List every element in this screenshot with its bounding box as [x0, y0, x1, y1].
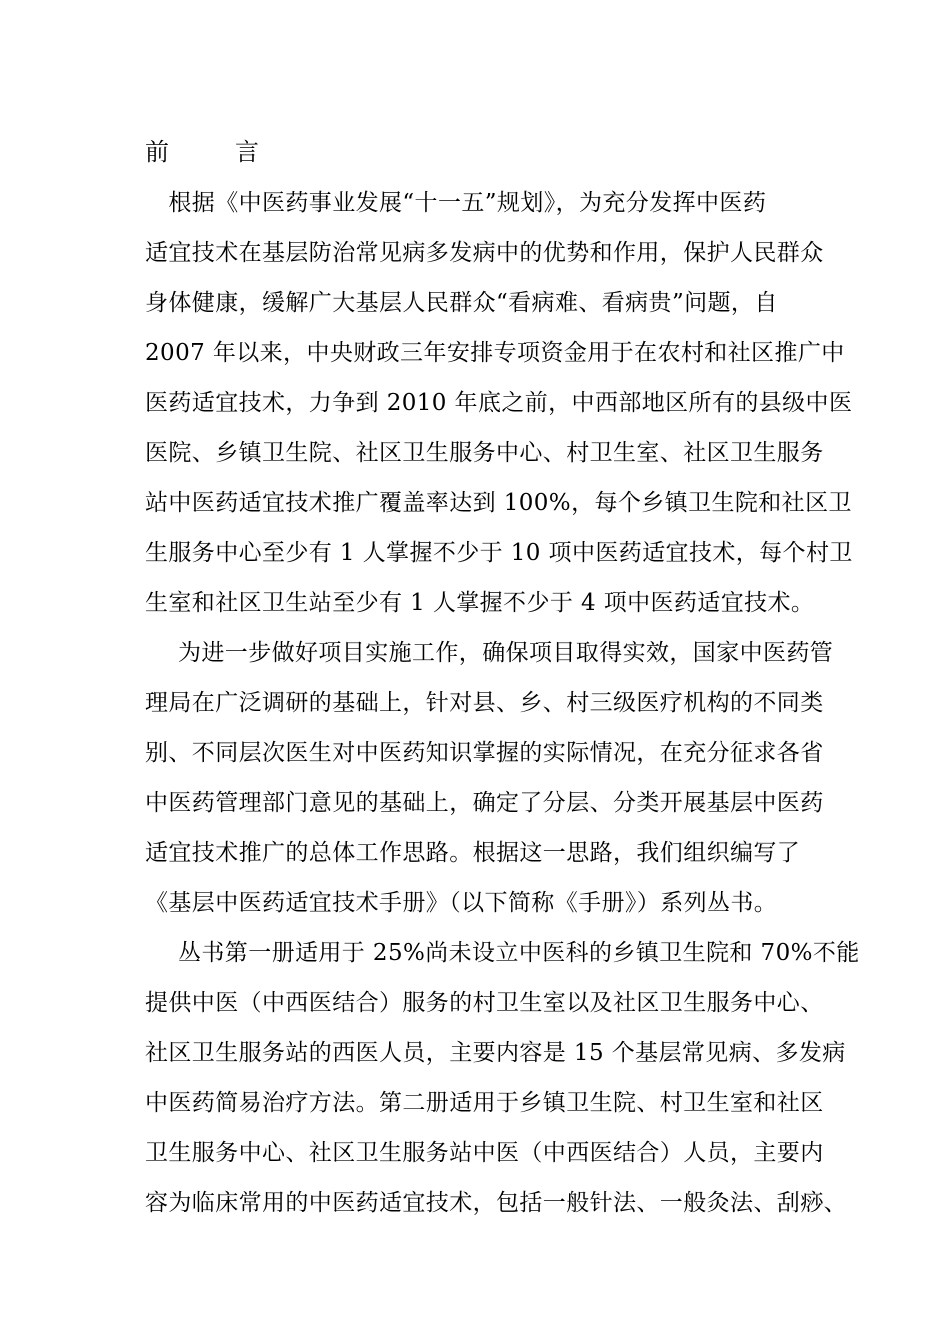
- paragraph-line: 身体健康，缓解广大基层人民群众“看病难、看病贵”问题，自: [145, 290, 778, 316]
- paragraph-line: 生服务中心至少有 1 人掌握不少于 10 项中医药适宜技术，每个村卫: [145, 540, 853, 566]
- paragraph-line: 中医药管理部门意见的基础上，确定了分层、分类开展基层中医药: [145, 790, 824, 816]
- page-title: 前言: [145, 138, 325, 166]
- paragraph-line: 别、不同层次医生对中医药知识掌握的实际情况，在充分征求各省: [145, 740, 824, 766]
- paragraph-line: 适宜技术在基层防治常见病多发病中的优势和作用，保护人民群众: [145, 240, 824, 266]
- paragraph-line: 丛书第一册适用于 25%尚未设立中医科的乡镇卫生院和 70%不能: [178, 940, 860, 966]
- paragraph-line: 社区卫生服务站的西医人员，主要内容是 15 个基层常见病、多发病: [145, 1040, 846, 1066]
- paragraph-line: 中医药简易治疗方法。第二册适用于乡镇卫生院、村卫生室和社区: [145, 1090, 824, 1116]
- paragraph-line: 容为临床常用的中医药适宜技术，包括一般针法、一般灸法、刮痧、: [145, 1190, 847, 1216]
- paragraph-line: 为进一步做好项目实施工作，确保项目取得实效，国家中医药管: [178, 640, 834, 666]
- paragraph-line: 生室和社区卫生站至少有 1 人掌握不少于 4 项中医药适宜技术。: [145, 590, 815, 616]
- paragraph-line: 医院、乡镇卫生院、社区卫生服务中心、村卫生室、社区卫生服务: [145, 440, 824, 466]
- paragraph-line: 医药适宜技术，力争到 2010 年底之前，中西部地区所有的县级中医: [145, 390, 853, 416]
- paragraph-line: 根据《中医药事业发展“十一五”规划》，为充分发挥中医药: [145, 190, 767, 216]
- paragraph-line: 《基层中医药适宜技术手册》（以下简称《手册》）系列丛书。: [145, 890, 778, 916]
- paragraph-line: 站中医药适宜技术推广覆盖率达到 100%，每个乡镇卫生院和社区卫: [145, 490, 852, 516]
- paragraph-line: 2007 年以来，中央财政三年安排专项资金用于在农村和社区推广中: [145, 340, 845, 366]
- paragraph-line: 提供中医（中西医结合）服务的村卫生室以及社区卫生服务中心、: [145, 990, 824, 1016]
- paragraph-line: 理局在广泛调研的基础上，针对县、乡、村三级医疗机构的不同类: [145, 690, 824, 716]
- paragraph-line: 卫生服务中心、社区卫生服务站中医（中西医结合）人员，主要内: [145, 1140, 824, 1166]
- paragraph-line: 适宜技术推广的总体工作思路。根据这一思路，我们组织编写了: [145, 840, 801, 866]
